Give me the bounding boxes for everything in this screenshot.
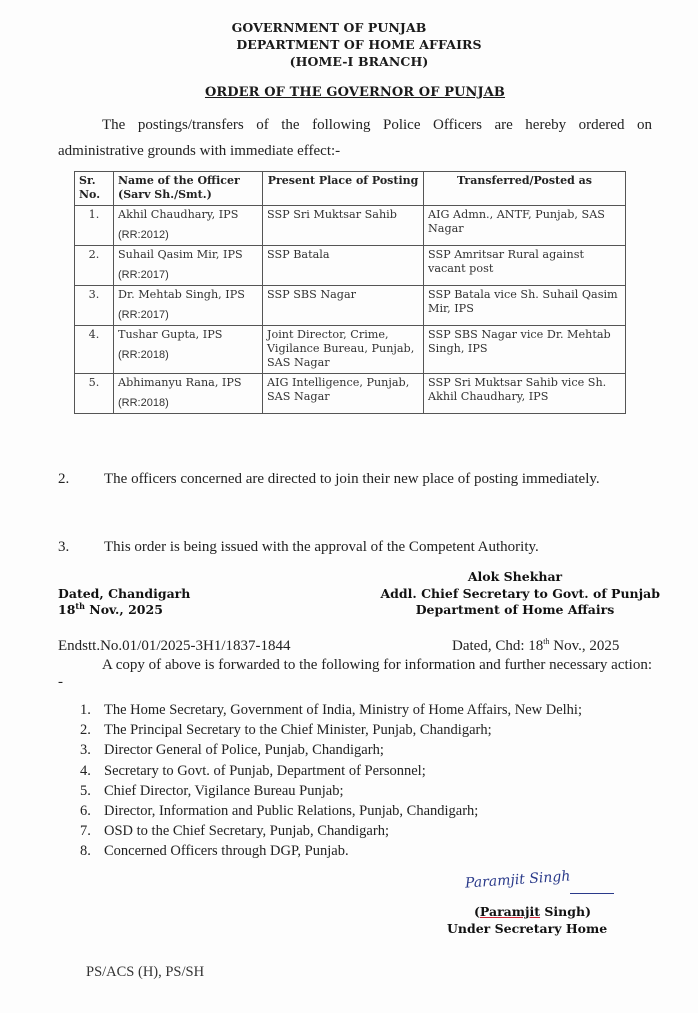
paragraph-text: This order is being issued with the approval of the Competent Authority.	[104, 539, 539, 555]
under-secretary-designation: Under Secretary Home	[447, 921, 608, 936]
gov-heading: GOVERNMENT OF PUNJAB	[231, 20, 427, 35]
dated-date	[58, 602, 163, 617]
name-rest: Singh)	[540, 904, 592, 919]
signature-underline	[570, 893, 614, 894]
copy-to-footer: PS/ACS (H), PS/SH	[86, 964, 205, 980]
table-header-row	[75, 172, 626, 206]
order-title: ORDER OF THE GOVERNOR OF PUNJAB	[204, 85, 506, 100]
item-number: 4.	[80, 762, 91, 779]
officer-name: Tushar Gupta, IPS	[118, 328, 223, 341]
date-rest: Nov., 2025	[549, 638, 620, 654]
list-item	[80, 700, 582, 720]
officer-batch: (RR:2012)	[118, 229, 169, 241]
item-number: 8.	[80, 843, 91, 860]
officer-batch: (RR:2017)	[118, 269, 169, 281]
item-text: Secretary to Govt. of Punjab, Department of Personnel;	[104, 762, 426, 779]
first-name: Paramjit	[479, 904, 541, 919]
cell-present: SSP Sri Muktsar Sahib	[263, 206, 424, 246]
paragraph-2	[58, 466, 652, 492]
cell-transferred: AIG Admn., ANTF, Punjab, SAS Nagar	[424, 206, 626, 246]
table-row	[75, 206, 626, 246]
date-day: 18	[58, 602, 76, 617]
signatory-name: Alok Shekhar	[467, 569, 563, 584]
officer-name: Suhail Qasim Mir, IPS	[118, 248, 243, 261]
paragraph-number: 3.	[58, 539, 70, 555]
paragraph-text: The officers concerned are directed to join their new place of posting immediately.	[104, 471, 600, 487]
cell-sr: 4.	[75, 326, 114, 374]
item-number: 1.	[80, 702, 91, 718]
item-number: 7.	[80, 823, 91, 840]
recipient-list	[80, 700, 582, 862]
item-text: Chief Director, Vigilance Bureau Punjab;	[104, 782, 344, 799]
item-text: The Home Secretary, Government of India, Ministry of Home Affairs, New Delhi;	[104, 702, 582, 718]
cell-transferred: SSP Amritsar Rural against vacant post	[424, 246, 626, 286]
cell-name	[114, 326, 263, 374]
paren-open: (	[474, 904, 480, 919]
endorsement-date	[452, 633, 619, 659]
item-text: Concerned Officers through DGP, Punjab.	[104, 843, 349, 860]
officer-name: Abhimanyu Rana, IPS	[118, 376, 242, 389]
item-number: 3.	[80, 742, 91, 759]
date-suffix: th	[75, 600, 85, 611]
cell-sr: 1.	[75, 206, 114, 246]
item-text: Director General of Police, Punjab, Chandigarh;	[104, 742, 384, 759]
cell-sr: 3.	[75, 286, 114, 326]
intro-paragraph: The postings/transfers of the following Police Officers are hereby ordered on administrative grounds with immediate effect:-	[58, 117, 652, 159]
list-item	[80, 761, 582, 781]
list-item	[80, 821, 582, 841]
transfer-table	[74, 171, 626, 414]
under-secretary-name	[474, 904, 591, 919]
item-text: Director, Information and Public Relations, Punjab, Chandigarh;	[104, 803, 479, 820]
officer-batch: (RR:2017)	[118, 309, 169, 321]
item-number: 2.	[80, 722, 91, 739]
cell-transferred: SSP Sri Muktsar Sahib vice Sh. Akhil Chaudhary, IPS	[424, 374, 626, 414]
cell-transferred: SSP Batala vice Sh. Suhail Qasim Mir, IPS	[424, 286, 626, 326]
cell-sr: 5.	[75, 374, 114, 414]
list-item	[80, 781, 582, 801]
date-suffix: th	[543, 637, 550, 646]
cell-transferred: SSP SBS Nagar vice Dr. Mehtab Singh, IPS	[424, 326, 626, 374]
item-number: 5.	[80, 782, 91, 799]
signatory-department: Department of Home Affairs	[415, 602, 615, 617]
table-row	[75, 326, 626, 374]
officer-name: Dr. Mehtab Singh, IPS	[118, 288, 245, 301]
cell-present: AIG Intelligence, Punjab, SAS Nagar	[263, 374, 424, 414]
table-row	[75, 286, 626, 326]
header-name: Name of the Officer (Sarv Sh./Smt.)	[114, 172, 263, 206]
cell-sr: 2.	[75, 246, 114, 286]
list-item	[80, 841, 582, 861]
officer-batch: (RR:2018)	[118, 349, 169, 361]
handwritten-signature: Paramjit Singh	[464, 868, 571, 892]
paragraph-3	[58, 534, 652, 560]
cell-name	[114, 374, 263, 414]
department-heading: DEPARTMENT OF HOME AFFAIRS	[236, 37, 482, 52]
copy-forward-text: A copy of above is forwarded to the following for information and further necessary action: -	[58, 657, 652, 690]
table-row	[75, 374, 626, 414]
dated-place: Dated, Chandigarh	[58, 586, 191, 601]
header-sr: Sr. No.	[75, 172, 114, 206]
signatory-designation: Addl. Chief Secretary to Govt. of Punjab	[380, 586, 660, 601]
officer-batch: (RR:2018)	[118, 397, 169, 409]
date-prefix: Dated, Chd: 18	[452, 638, 544, 654]
officer-name: Akhil Chaudhary, IPS	[118, 208, 239, 221]
list-item	[80, 740, 582, 760]
cell-present: SSP SBS Nagar	[263, 286, 424, 326]
header-transferred: Transferred/Posted as	[424, 172, 626, 206]
header-present: Present Place of Posting	[263, 172, 424, 206]
cell-name	[114, 246, 263, 286]
branch-heading: (HOME-I BRANCH)	[289, 54, 429, 69]
item-number: 6.	[80, 803, 91, 820]
list-item	[80, 720, 582, 740]
cell-present: Joint Director, Crime, Vigilance Bureau, Punjab, SAS Nagar	[263, 326, 424, 374]
table-row	[75, 246, 626, 286]
cell-name	[114, 286, 263, 326]
list-item	[80, 801, 582, 821]
cell-name	[114, 206, 263, 246]
item-text: OSD to the Chief Secretary, Punjab, Chandigarh;	[104, 823, 389, 840]
endorsement-number: Endstt.No.01/01/2025-3H1/1837-1844	[58, 638, 291, 654]
paragraph-number: 2.	[58, 471, 70, 487]
cell-present: SSP Batala	[263, 246, 424, 286]
item-text: The Principal Secretary to the Chief Minister, Punjab, Chandigarh;	[104, 722, 492, 739]
date-rest: Nov., 2025	[84, 602, 163, 617]
